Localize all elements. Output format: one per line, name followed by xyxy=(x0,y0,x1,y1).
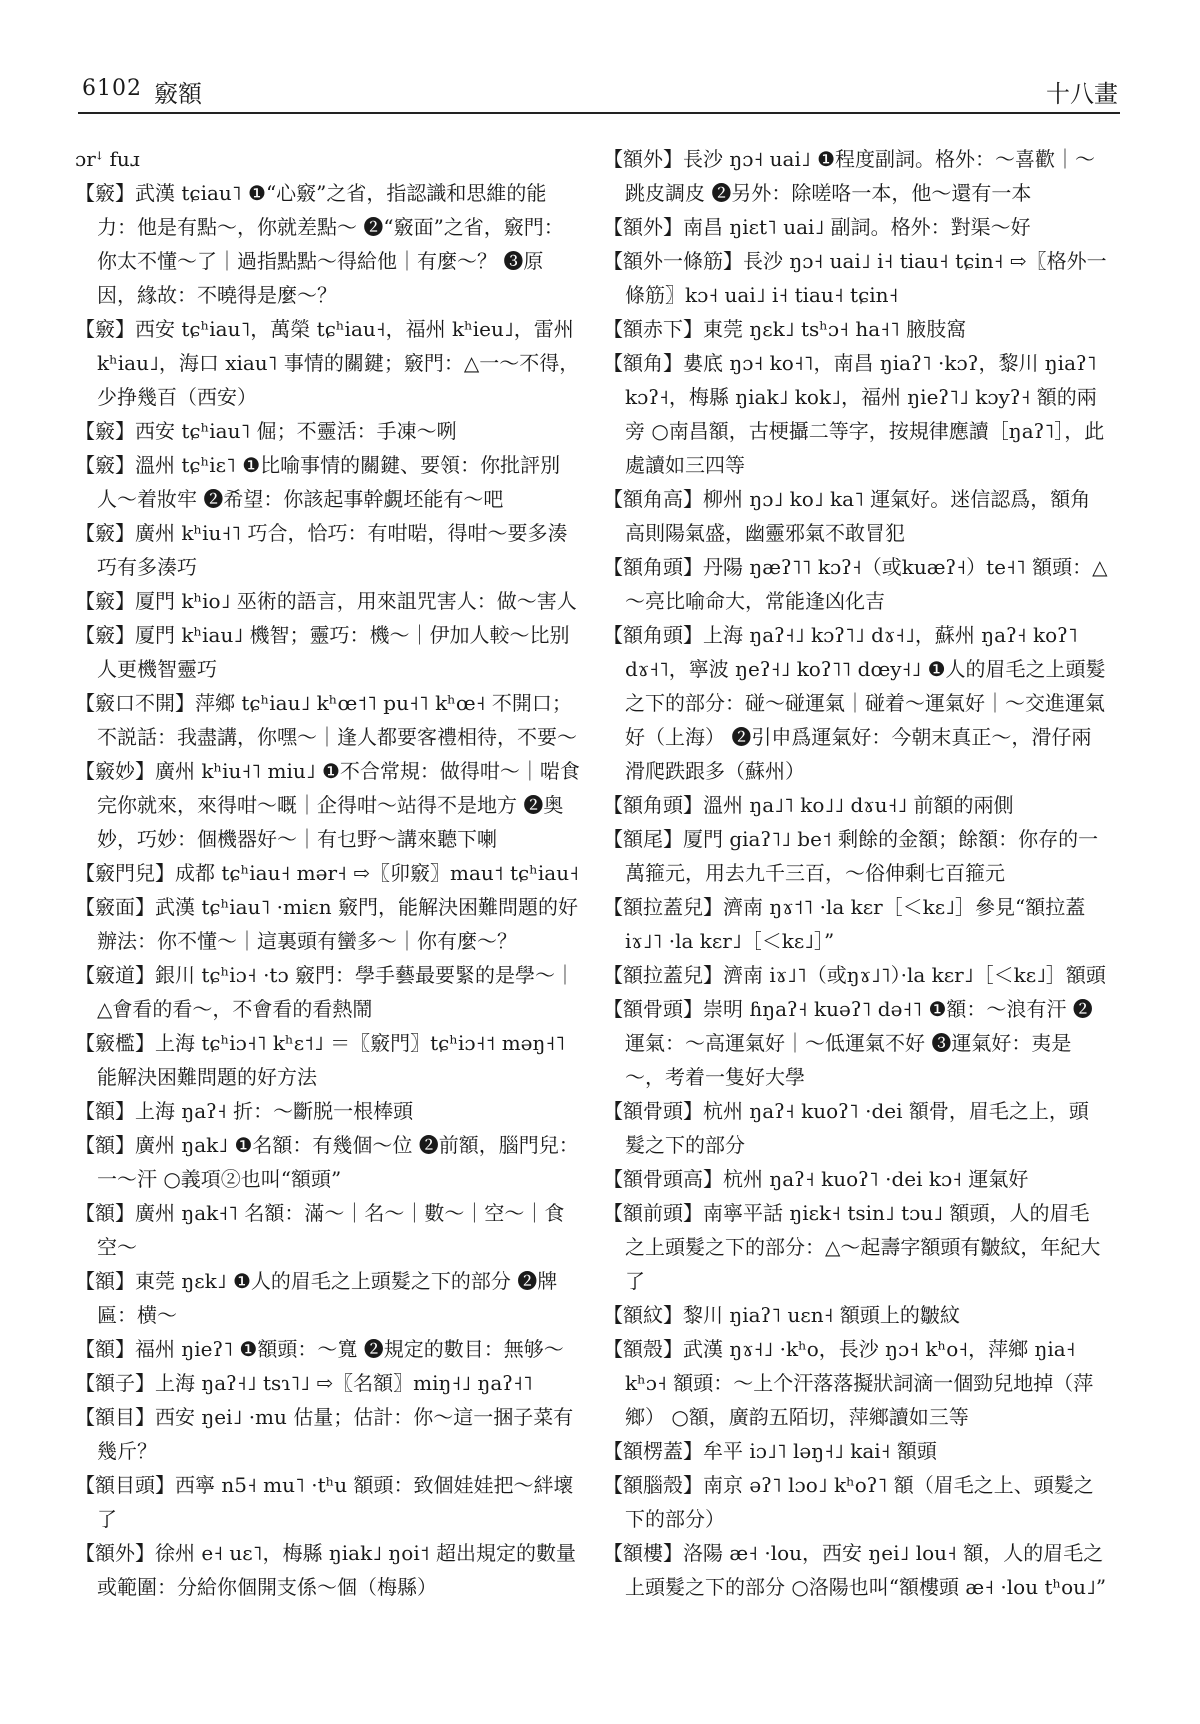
section-label: 十八畫 xyxy=(1046,80,1118,108)
dictionary-entry: 【額楞蓋】牟平 iɔ˩˥ ləŋ˧˩ kai˧ 額頭 xyxy=(603,1439,937,1463)
dictionary-entry: 【竅】西安 tɕʰiau˥，萬榮 tɕʰiau˧，福州 kʰieu˩，雷州 kʰiau˩，海口 xiau˥ 事情的關鍵；竅門：△一～不得，少挣幾百（西安） xyxy=(75,317,580,409)
dictionary-entry: 【額骨頭】崇明 ɦŋaʔ˧ kuəʔ˥ də˧˥ ❶額：～浪有汗 ❷運氣：～高運氣好｜～低運氣不好 ❸運氣好：夷是～，考着一隻好大學 xyxy=(603,997,1093,1089)
header-rule xyxy=(78,112,1120,114)
dictionary-entry: 【額骨頭】杭州 ŋaʔ˧ kuoʔ˥ ·dei 額骨，眉毛之上，頭髮之下的部分 xyxy=(603,1099,1089,1157)
dictionary-entry: 【額】福州 ŋieʔ˥ ❶額頭：～寬 ❷規定的數目：無够～ xyxy=(75,1337,564,1361)
dictionary-entry: 【竅道】銀川 tɕʰiɔ˧ ·tɔ 竅門：學手藝最要緊的是學～｜△會看的看～，不會看的看熱鬧 xyxy=(75,963,576,1021)
dictionary-entry: 【額目】西安 ŋei˩ ·mu 估量；估計：你～這一捆子菜有幾斤？ xyxy=(75,1405,574,1463)
dictionary-entry: 【額角高】柳州 ŋɔ˩ ko˩ ka˥ 運氣好。迷信認爲，額角高則陽氣盛，幽靈邪氣不敢冒犯 xyxy=(603,487,1091,545)
page-number: 6102 xyxy=(82,76,142,101)
dictionary-entry: 【竅】武漢 tɕiau˥ ❶“心竅”之省，指認識和思維的能力：他是有點～，你就差點～ ❷“竅面”之省，竅門：你太不懂～了｜過指點點～得給他｜有麼～？ ❸原因，緣故：不曉得是麼～？ xyxy=(75,181,564,307)
left-column xyxy=(75,142,580,1604)
dictionary-entry: 【竅檻】上海 tɕʰiɔ˧˥ kʰɛ˦˩ ＝〖竅門〗tɕʰiɔ˧˦ məŋ˧˥ 能解決困難問題的好方法 xyxy=(75,1031,566,1089)
dictionary-entry: 【竅】厦門 kʰio˩ 巫術的語言，用來詛咒害人：做～害人 xyxy=(75,589,577,613)
dictionary-entry: 【額前頭】南寧平話 ŋiɛk˧ tsin˩ tɔu˩ 額頭，人的眉毛之上頭髮之下的部分：△～起壽字額頭有皺紋，年紀大了 xyxy=(603,1201,1101,1293)
dictionary-entry: 【額尾】厦門 giaʔ˥˩ be˦ 剩餘的金額；餘額：你存的一萬箍元，用去九千三百，～俗伸剩七百箍元 xyxy=(603,827,1099,885)
entry-continuation: ɔrꜜ fuɹ xyxy=(75,147,140,171)
dictionary-entry: 【額角】婁底 ŋɔ˧ ko˧˥，南昌 ŋiaʔ˥ ·kɔʔ，黎川 ŋiaʔ˥ kɔʔ˧，梅縣 ŋiak˩ kok˩，福州 ŋieʔ˥˩ kɔyʔ˧ 額的兩旁 ○南昌額，古梗攝二等字，按規律應讀［ŋaʔ˥］，此處讀如三四等 xyxy=(603,351,1105,477)
dictionary-entry: 【竅面】武漢 tɕʰiau˥ ·miɛn 竅門，能解決困難問題的好辦法：你不懂～｜這裏頭有蠻多～｜你有麼～？ xyxy=(75,895,578,953)
dictionary-entry: 【額拉蓋兒】濟南 ŋɤ˦˥ ·la kɛr［＜kɛ˩］參見“額拉蓋 iɤ˩˥ ·la kɛr˩［＜kɛ˩］” xyxy=(603,895,1086,953)
dictionary-entry: 【額外】南昌 ŋiɛt˥ uai˩ 副詞。格外：對渠～好 xyxy=(603,215,1031,239)
page-header xyxy=(82,72,1118,116)
dictionary-entry: 【竅門兒】成都 tɕʰiau˧ mər˧ ⇨〖卯竅〗mau˦ tɕʰiau˧ xyxy=(75,861,579,885)
dictionary-entry: 【額外】長沙 ŋɔ˧ uai˩ ❶程度副詞。格外：～喜歡｜～跳皮調皮 ❷另外：除嗟咯一本，他～還有一本 xyxy=(603,147,1096,205)
dictionary-entry: 【額目頭】西寧 n5˧ mu˥ ·tʰu 額頭：致個娃娃把～絆壞了 xyxy=(75,1473,574,1531)
right-column xyxy=(603,142,1108,1604)
dictionary-entry: 【額腦殼】南京 əʔ˥ lɔo˩ kʰoʔ˥ 額（眉毛之上、頭髮之下的部分） xyxy=(603,1473,1094,1531)
dictionary-entry: 【竅】厦門 kʰiau˩ 機智；靈巧：機～｜伊加人較～比别人更機智靈巧 xyxy=(75,623,570,681)
dictionary-entry: 【竅】廣州 kʰiu˧˥ 巧合，恰巧：有咁啱，得咁～要多湊巧有多湊巧 xyxy=(75,521,568,579)
dictionary-entry: 【額拉蓋兒】濟南 iɤ˩˥（或ŋɤ˩˥）·la kɛr˩［＜kɛ˩］額頭 xyxy=(603,963,1106,987)
dictionary-entry: 【額赤下】東莞 ŋɛk˩ tsʰɔ˧ ha˧˥ 腋肢窩 xyxy=(603,317,967,341)
dictionary-entry: 【額】東莞 ŋɛk˩ ❶人的眉毛之上頭髮之下的部分 ❷牌匾：横～ xyxy=(75,1269,558,1327)
dictionary-entry: 【額外】徐州 e˧ uɛ˥，梅縣 ŋiak˩ ŋoi˦ 超出規定的數量或範圍：分給你個開支係～個（梅縣） xyxy=(75,1541,576,1599)
dictionary-entry: 【竅】溫州 tɕʰiɛ˥ ❶比喻事情的關鍵、要領：你批評別人～着妝牢 ❷希望：你該起事幹覷坯能有～吧 xyxy=(75,453,561,511)
dictionary-entry: 【額角頭】丹陽 ŋæʔ˥˥ kɔʔ˧（或kuæʔ˧）te˧˥ 額頭：△～亮比喻命大，常能逢凶化吉 xyxy=(603,555,1108,613)
running-title: 竅額 xyxy=(154,80,202,108)
dictionary-entry: 【額角頭】上海 ŋaʔ˧˩ kɔʔ˥˩ dɤ˧˩，蘇州 ŋaʔ˧ koʔ˥ dɤ˧˥，寧波 ŋeʔ˧˩ koʔ˥˥ dœy˧˩ ❶人的眉毛之上頭髮之下的部分：碰～碰運氣｜碰着～運氣好｜～交進運氣好（上海） ❷引申爲運氣好：今朝末真正～，滑仔兩滑爬跌跟多（蘇州） xyxy=(603,623,1106,783)
dictionary-entry: 【額】上海 ŋaʔ˧ 折：～斷脱一根棒頭 xyxy=(75,1099,414,1123)
dictionary-entry: 【竅】西安 tɕʰiau˥ 倔；不靈活：手凍～咧 xyxy=(75,419,457,443)
dictionary-entry: 【額】廣州 ŋak˧˥ 名額：滿～｜名～｜數～｜空～｜食空～ xyxy=(75,1201,565,1259)
dictionary-entry: 【額外一條筋】長沙 ŋɔ˧ uai˩ i˧ tiau˧ tɕin˧ ⇨〖格外一條筋〗kɔ˧ uai˩ i˧ tiau˧ tɕin˧ xyxy=(603,249,1107,307)
dictionary-entry: 【額紋】黎川 ŋiaʔ˥ uɛn˧ 額頭上的皺紋 xyxy=(603,1303,960,1327)
dictionary-entry: 【竅妙】廣州 kʰiu˧˥ miu˩ ❶不合常規：做得咁～｜啱食完你就來，來得咁～嘅｜企得咁～站得不是地方 ❷奥妙，巧妙：個機器好～｜有乜野～講來聽下喇 xyxy=(75,759,580,851)
dictionary-entry: 【額角頭】溫州 ŋa˩˥ ko˩˩ dɤu˧˩ 前額的兩側 xyxy=(603,793,1014,817)
dictionary-entry: 【竅口不開】萍鄉 tɕʰiau˩ kʰœ˦˥ pu˧˥ kʰœ˧ 不開口；不説話：我盡講，你嘿～｜逢人都要客禮相待，不要～ xyxy=(75,691,577,749)
dictionary-entry: 【額子】上海 ŋaʔ˧˩ tsɿ˥˩ ⇨〖名額〗miŋ˧˩ ŋaʔ˧˥ xyxy=(75,1371,533,1395)
dictionary-entry: 【額骨頭高】杭州 ŋaʔ˧ kuoʔ˥ ·dei kɔ˧ 運氣好 xyxy=(603,1167,1029,1191)
dictionary-entry: 【額】廣州 ŋak˩ ❶名額：有幾個～位 ❷前額，腦門兒：一～汗 ○義項②也叫“額頭” xyxy=(75,1133,579,1191)
dictionary-entry: 【額殼】武漢 ŋɤ˧˩ ·kʰo，長沙 ŋɔ˧ kʰo˧，萍鄉 ŋia˧ kʰɔ˧ 額頭：～上个汗落落擬狀詞滴一個勁兒地掉（萍鄉） ○額，廣韵五陌切，萍鄉讀如三等 xyxy=(603,1337,1094,1429)
dictionary-entry: 【額樓】洛陽 æ˧ ·lou，西安 ŋei˩ lou˧ 額，人的眉毛之上頭髮之下的部分 ○洛陽也叫“額樓頭 æ˧ ·lou tʰou˩” xyxy=(603,1541,1107,1599)
